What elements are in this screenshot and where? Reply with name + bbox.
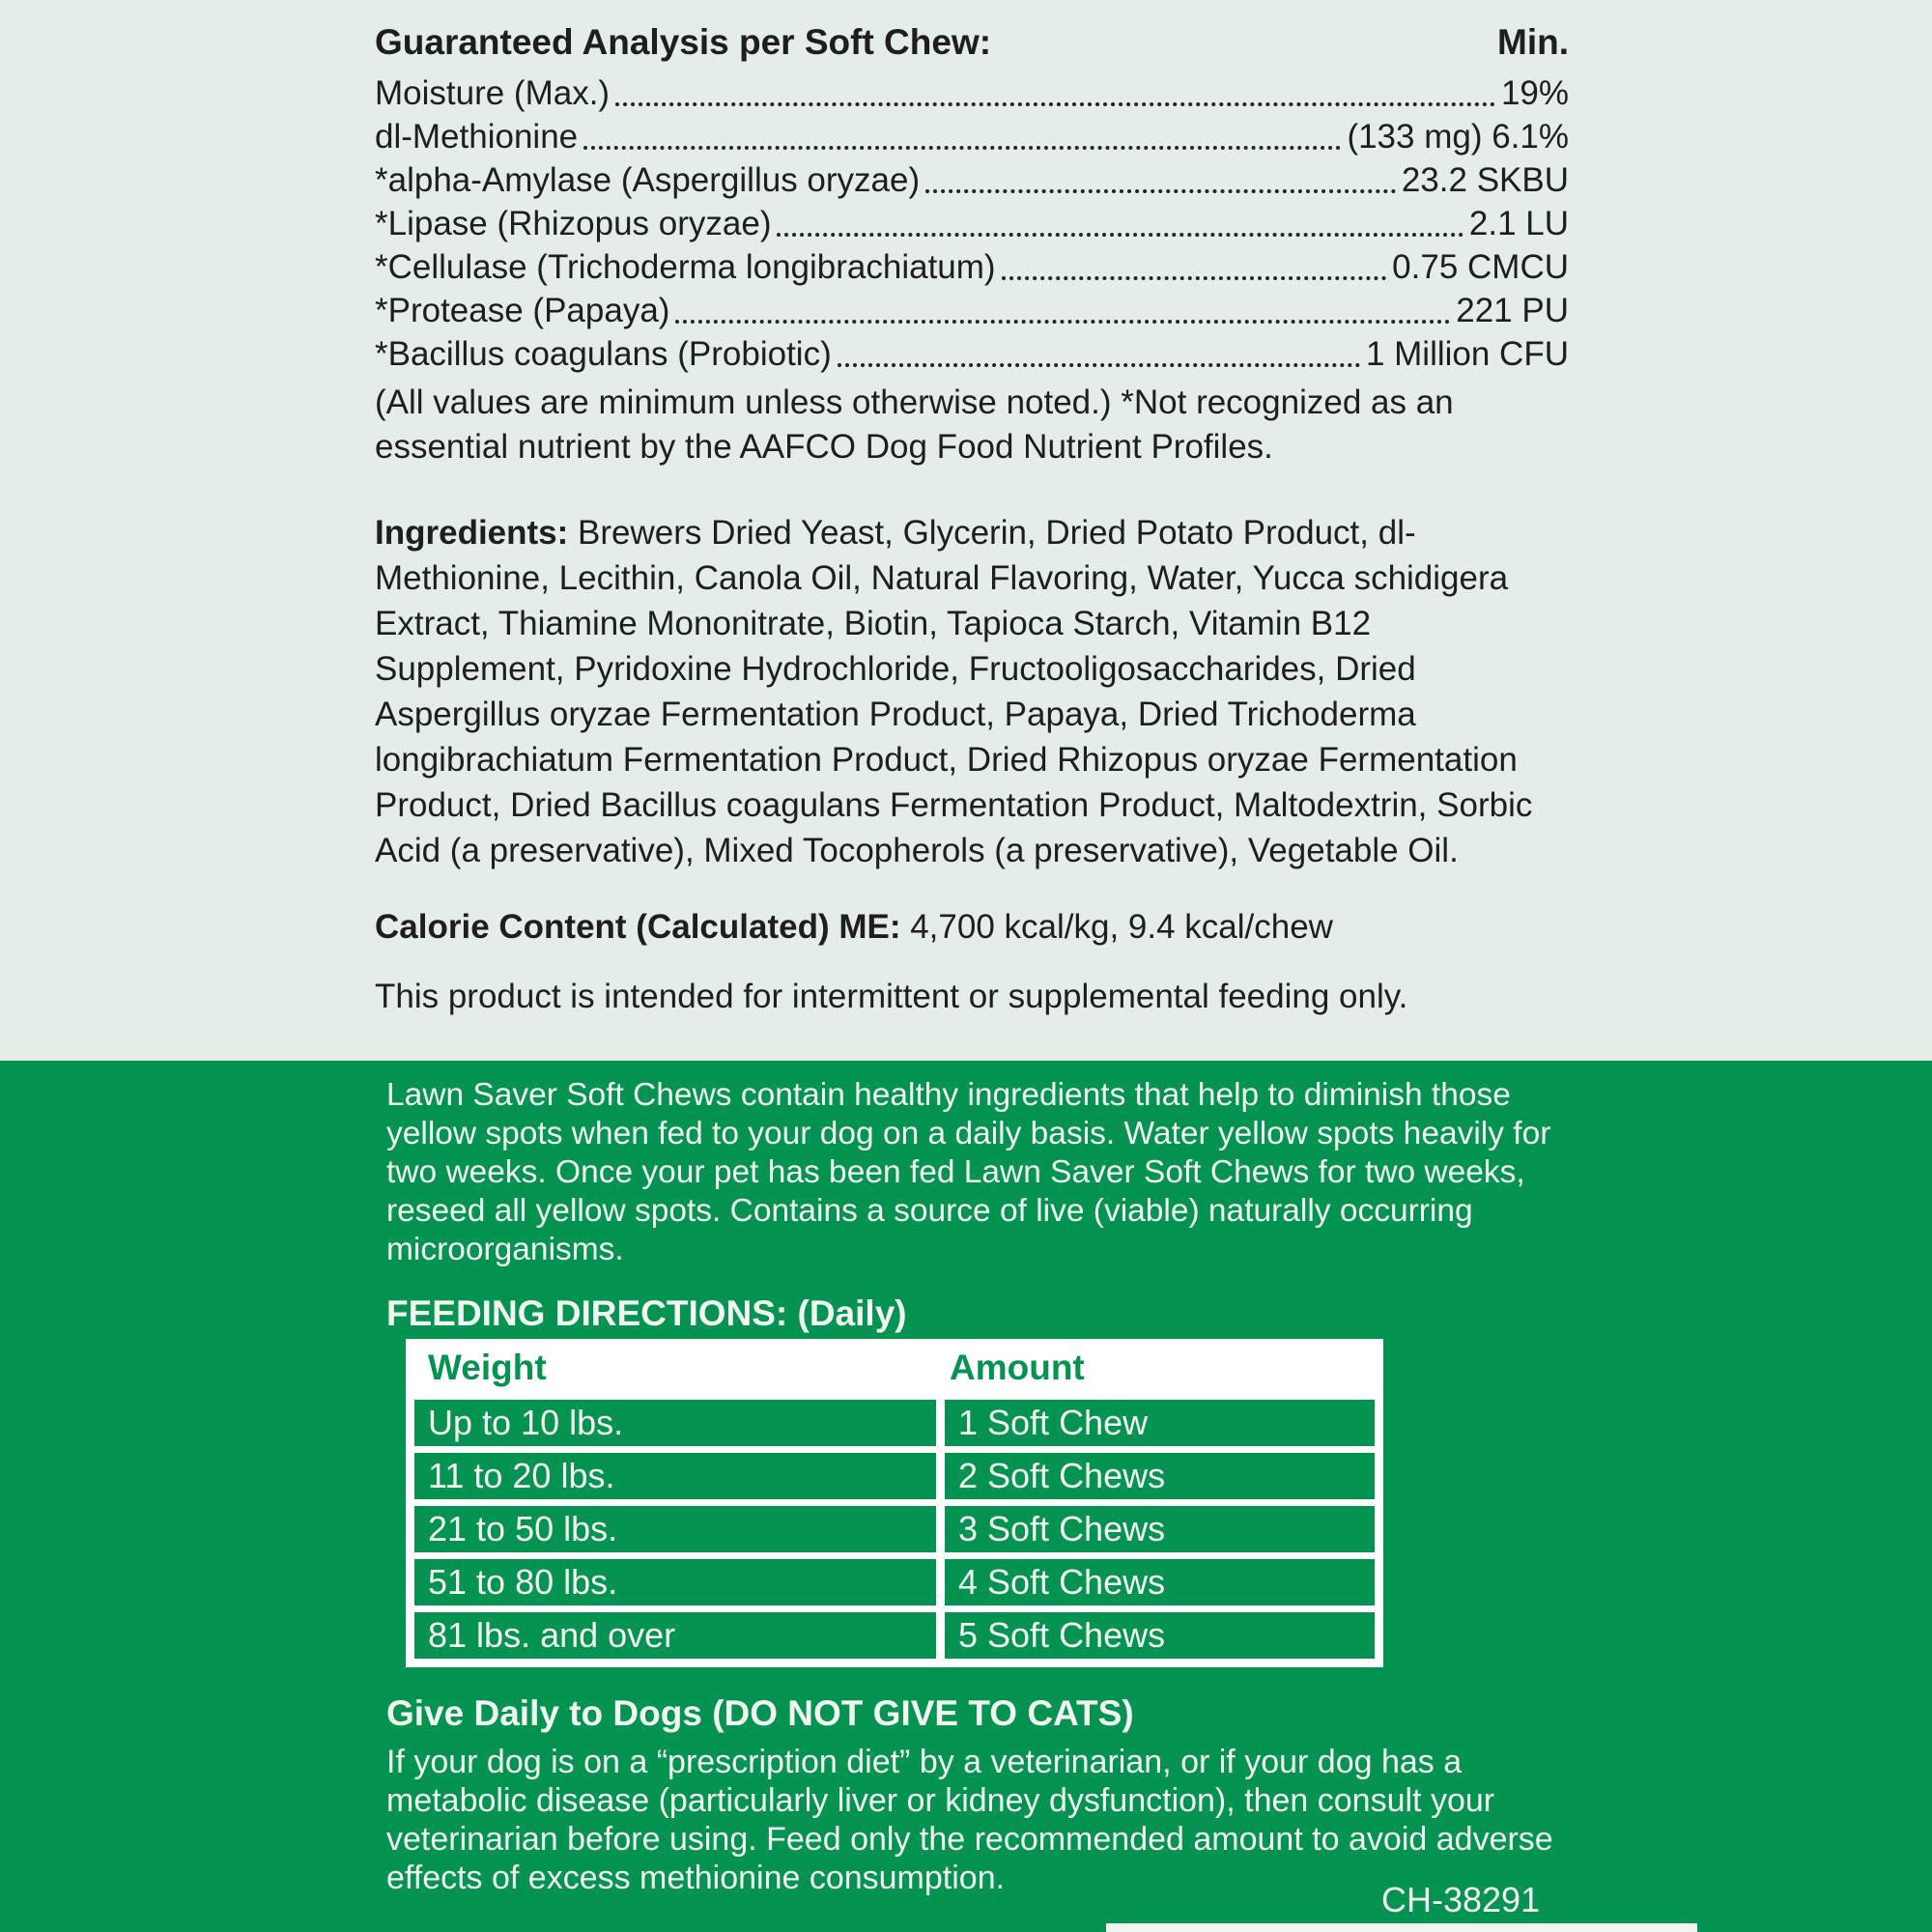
amount-cell: 3 Soft Chews — [945, 1506, 1375, 1552]
analysis-row — [375, 245, 1569, 289]
product-code: CH-38291 — [1381, 1880, 1541, 1919]
analysis-footnote: (All values are minimum unless otherwise noted.) *Not recognized as an essential nutrient by the AAFCO Dog Food Nutrient Profiles. — [375, 384, 1454, 466]
analysis-row — [375, 332, 1569, 376]
weight-cell: 21 to 50 lbs. — [414, 1506, 936, 1552]
analysis-row-label: *Protease (Papaya) — [375, 292, 670, 329]
ingredients-label: Ingredients: — [375, 514, 569, 552]
min-column-header: Min. — [1497, 22, 1569, 62]
calorie-content-value: 4,700 kcal/kg, 9.4 kcal/chew — [900, 908, 1333, 946]
analysis-row-value: 1 Million CFU — [1365, 335, 1569, 373]
analysis-row — [375, 158, 1569, 202]
dot-leader — [838, 363, 1360, 367]
top-content-column — [375, 21, 1569, 1018]
feeding-table — [406, 1339, 1383, 1667]
analysis-row-label: *Bacillus coagulans (Probiotic) — [375, 335, 832, 373]
analysis-row-label: *alpha-Amylase (Aspergillus oryzae) — [375, 161, 921, 199]
dot-leader — [1002, 276, 1387, 280]
ingredients-paragraph — [375, 510, 1569, 873]
ingredients-text: Brewers Dried Yeast, Glycerin, Dried Potato Product, dl-Methionine, Lecithin, Canola Oil, Natural Flavoring, Water, Yucca schidigera Extract, Thiamine Mononitrate, Biotin, Tapioca Starch, Vitamin B12 Supplement, Pyridoxine Hydrochloride, Fructooligosaccharides, Dried Aspergillus oryzae Fermentation Product, Papaya, Dried Trichoderma longibrachiatum Fermentation Product, Dried Rhizopus oryzae Fermentation Product, Dried Bacillus coagulans Fermentation Product, Maltodextrin, Sorbic Acid (a preservative), Mixed Tocopherols (a preservative), Vegetable Oil. — [375, 514, 1533, 869]
weight-cell: 51 to 80 lbs. — [414, 1559, 936, 1605]
analysis-row-value: (133 mg) 6.1% — [1347, 118, 1569, 156]
analysis-row-value: 23.2 SKBU — [1401, 161, 1569, 199]
table-row — [414, 1453, 1375, 1499]
veterinarian-warning-text: If your dog is on a “prescription diet” by a veterinarian, or if your dog has a metabolic disease (particularly liver or kidney dysfunction), then consult your veterinarian before using. Feed only the recommended amount to avoid adverse effects of excess methionine consumption. — [386, 1744, 1553, 1896]
bottom-white-bar — [1106, 1923, 1697, 1932]
guaranteed-analysis-rows — [375, 71, 1569, 376]
calorie-content-label: Calorie Content (Calculated) ME: — [375, 908, 901, 946]
analysis-row-value: 19% — [1500, 74, 1569, 112]
feeding-table-header-weight: Weight — [428, 1348, 547, 1387]
analysis-row-label: *Cellulase (Trichoderma longibrachiatum) — [375, 248, 996, 286]
dot-leader — [583, 146, 1341, 150]
table-row — [414, 1559, 1375, 1605]
analysis-row — [375, 289, 1569, 332]
analysis-row — [375, 202, 1569, 245]
analysis-row-value: 221 PU — [1456, 292, 1569, 329]
calorie-content-line — [375, 906, 1569, 949]
analysis-row — [375, 115, 1569, 158]
amount-cell: 5 Soft Chews — [945, 1612, 1375, 1659]
table-row — [414, 1506, 1375, 1552]
feeding-directions-section — [0, 1061, 1932, 1932]
analysis-row-value: 2.1 LU — [1468, 205, 1569, 242]
guaranteed-analysis-header — [375, 21, 1569, 64]
amount-cell: 4 Soft Chews — [945, 1559, 1375, 1605]
table-row — [414, 1612, 1375, 1659]
weight-cell: 11 to 20 lbs. — [414, 1453, 936, 1499]
dot-leader — [675, 320, 1450, 324]
feeding-directions-heading: FEEDING DIRECTIONS: (Daily) — [386, 1293, 907, 1333]
amount-cell: 2 Soft Chews — [945, 1453, 1375, 1499]
guaranteed-analysis-title: Guaranteed Analysis per Soft Chew: — [375, 22, 992, 62]
give-daily-heading: Give Daily to Dogs (DO NOT GIVE TO CATS) — [386, 1693, 1134, 1733]
dot-leader — [615, 102, 1495, 106]
weight-cell: 81 lbs. and over — [414, 1612, 936, 1659]
analysis-row-value: 0.75 CMCU — [1392, 248, 1569, 286]
feeding-table-header-row — [414, 1343, 1375, 1393]
intermittent-feeding-statement: This product is intended for intermittent or supplemental feeding only. — [375, 978, 1408, 1015]
product-description: Lawn Saver Soft Chews contain healthy ingredients that help to diminish those yellow spots when fed to your dog on a daily basis. Water yellow spots heavily for two weeks. Once your pet has been fed Lawn Saver Soft Chews for two weeks, reseed all yellow spots. Contains a source of live (viable) naturally occurring microorganisms. — [386, 1077, 1551, 1267]
feeding-table-header-amount: Amount — [950, 1348, 1085, 1387]
analysis-row — [375, 71, 1569, 115]
weight-cell: Up to 10 lbs. — [414, 1400, 936, 1446]
dot-leader — [777, 233, 1463, 237]
amount-cell: 1 Soft Chew — [945, 1400, 1375, 1446]
analysis-row-label: Moisture (Max.) — [375, 74, 611, 112]
dot-leader — [925, 189, 1396, 193]
table-row — [414, 1400, 1375, 1446]
analysis-row-label: *Lipase (Rhizopus oryzae) — [375, 205, 772, 242]
analysis-row-label: dl-Methionine — [375, 118, 579, 156]
